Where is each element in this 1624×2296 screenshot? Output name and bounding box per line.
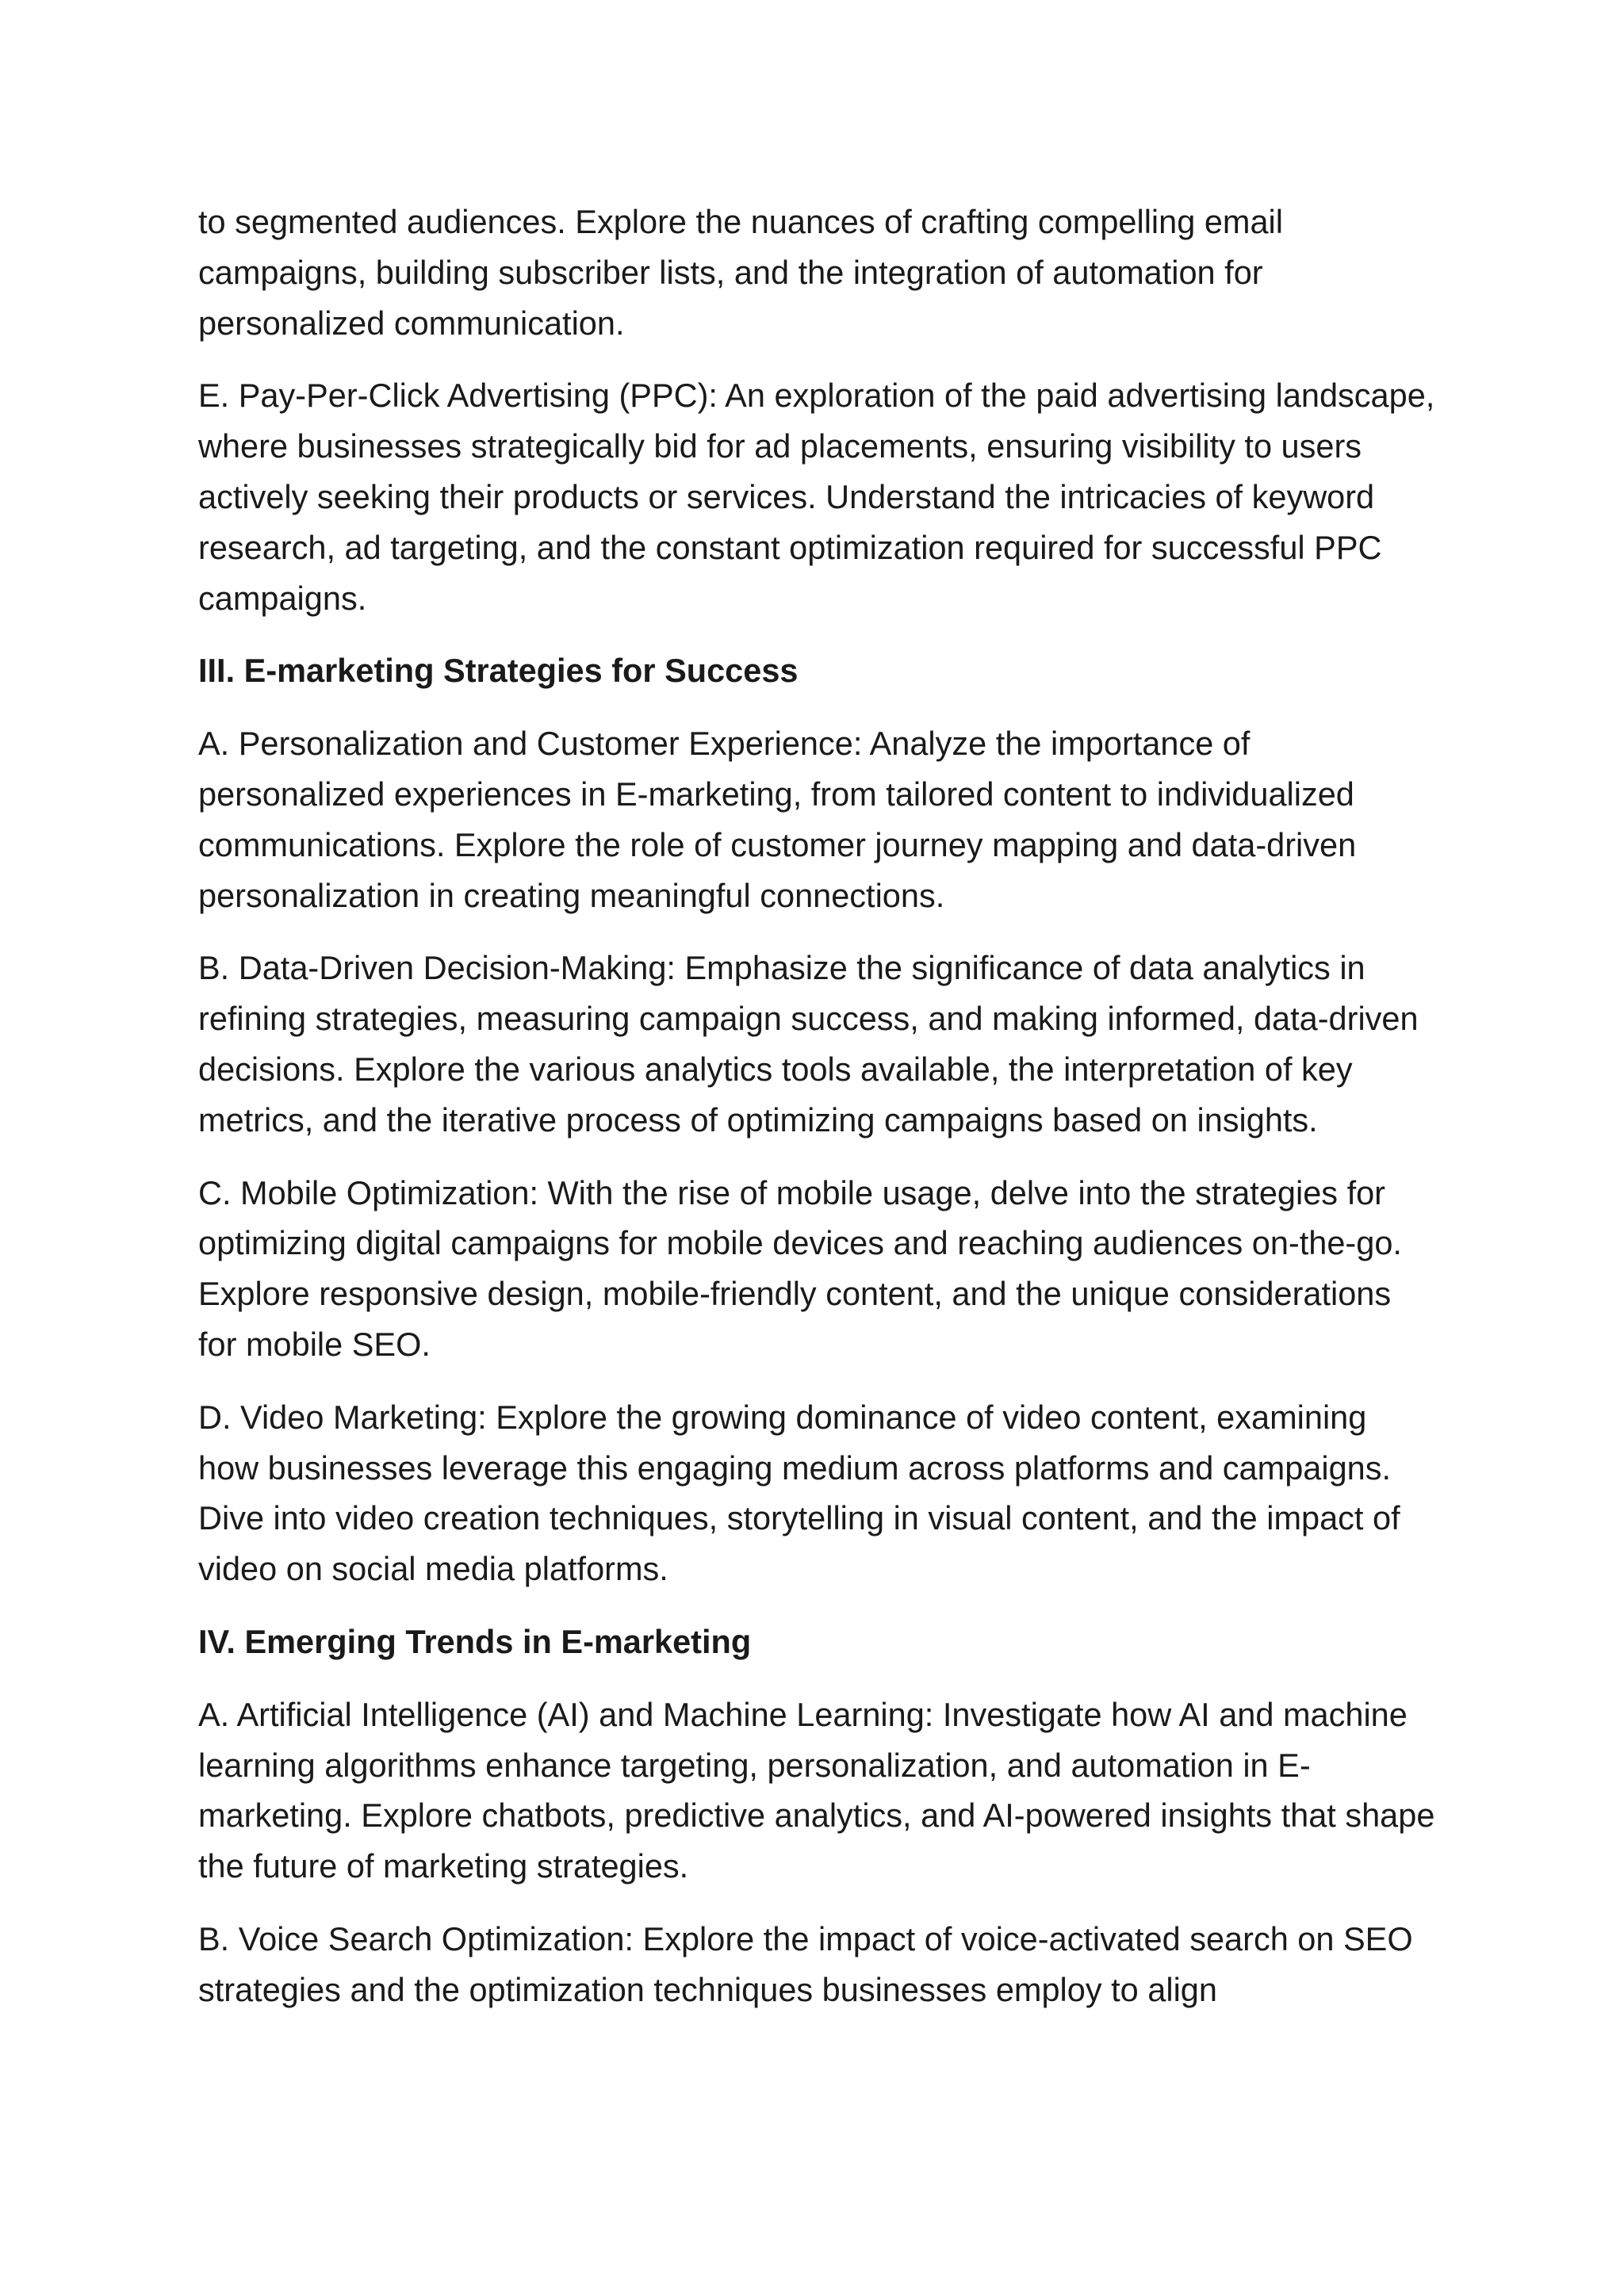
section-heading-emerging-trends: IV. Emerging Trends in E-marketing — [198, 1622, 752, 1660]
paragraph-voice-search: B. Voice Search Optimization: Explore the impact of voice-activated search on SEO strategies and the optimization techniques businesses employ to align — [198, 1919, 1413, 2008]
paragraph-email-marketing-continued: to segmented audiences. Explore the nuances of crafting compelling email campaigns, building subscriber lists, and the integration of automation for personalized communication. — [198, 203, 1284, 342]
paragraph-ppc: E. Pay-Per-Click Advertising (PPC): An exploration of the paid advertising landscape, where businesses strategically bid for ad placements, ensuring visibility to users actively seeking their products or services. Understand the intricacies of keyword research, ad targeting, and the constant optimization required for successful PPC campaigns. — [198, 377, 1435, 617]
paragraph-data-driven: B. Data-Driven Decision-Making: Emphasize the significance of data analytics in refining strategies, measuring campaign success, and making informed, data-driven decisions. Explore the various analytics tools available, the interpretation of key metrics, and the iterative process of optimizing campaigns based on insights. — [198, 949, 1419, 1138]
paragraph-mobile-optimization: C. Mobile Optimization: With the rise of mobile usage, delve into the strategies for optimizing digital campaigns for mobile devices and reaching audiences on-the-go. Explore responsive design, mobile-friendly content, and the unique considerations for mobile SEO. — [198, 1173, 1402, 1363]
paragraph-video-marketing: D. Video Marketing: Explore the growing dominance of video content, examining how businesses leverage this engaging medium across platforms and campaigns. Dive into video creation techniques, storytelling in visual content, and the impact of video on social media platforms. — [198, 1398, 1400, 1588]
document-page — [198, 197, 1435, 2038]
paragraph-ai-ml: A. Artificial Intelligence (AI) and Machine Learning: Investigate how AI and machine learning algorithms enhance targeting, personalization, and automation in E-marketing. Explore chatbots, predictive analytics, and AI-powered insights that shape the future of marketing strategies. — [198, 1695, 1435, 1885]
paragraph-personalization: A. Personalization and Customer Experience: Analyze the importance of personalized experiences in E-marketing, from tailored content to individualized communications. Explore the role of customer journey mapping and data-driven personalization in creating meaningful connections. — [198, 725, 1357, 914]
section-heading-strategies: III. E-marketing Strategies for Success — [198, 652, 799, 690]
